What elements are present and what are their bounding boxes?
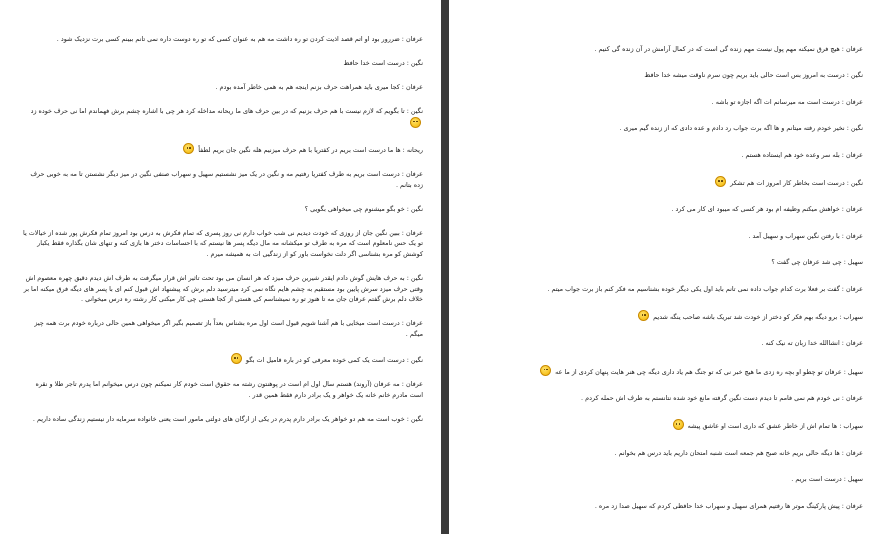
- paragraph: عرفان : انشاالله خدا زبان ته نیک کنه .: [761, 339, 863, 348]
- paragraph: نگین : به حرف هایش گوش دادم ایقدر شیرین حرف میزد که هر انسان می بود تحت تاثیر اش قرار میگرفت به طرف اش دیدم دقیق چهره معصوم اش وقتی حرف میزد سرش پایین بود مستقیم به چشم هایم نگاه نمی کرد میترسید دلم برش که پیشنهاد اش قبول کنم ای با پسر های دیگه فرق میکنه اما بر خلاف دلم برش گفتم عرفان جان مه تا هنوز تو ره نمیشناسم کی هستی از کجا هستی چی کار میکنی کار رشته ره درس میخوانی .: [23, 274, 423, 304]
- paragraph: عرفان : نی خودم هم نمی فامم تا دیدم دست نگین گرفته مانع خود شده نتانستم به طرف اش حمله کردم .: [581, 394, 863, 403]
- paragraph: عرفان : ببین نگین جان از روزی که خودت دیدیم نی شب خواب دارم نی روز پسری که تمام فکرش به درس بود امروز تمام فکرش پور شده از خیالات یا تو یک حس نامعلوم است که مره به طرف تو میکشانه مه مال دیگه پسر ها نیستم که با احساسات دختر ها بازی کنه و تنهای شان بگذاره فقط یکبار کوشش کو مره بشناسی اگر دلت نخواست باور کو از زندگیی ات به همیشه میرم .: [23, 228, 423, 259]
- paragraph: نگین : درست است خدا حافظ: [343, 59, 423, 68]
- paragraph: عرفان : کجا میری باید همراهت حرف بزنم اینجه هم به همی خاطر آمده بودم .: [215, 83, 423, 92]
- paragraph: سهراب : برو دیگه بهم فکر کو دختر از خودت شد تبریک باشه صاحب ینگه شدیم: [463, 310, 863, 323]
- page-divider: [441, 0, 449, 534]
- paragraph: عرفان : مه عرفان (آروند) هستم سال اول ام است در پوهنتون رشته مه حقوق است خودم کار نمیکنم چون درس میخوانم اما پدرم تاجر طلا و نقره است مادرم خانم خانه یک خواهر و یک برادر دارم فقط همین قدر .: [35, 380, 423, 399]
- paragraph: نگین : خوب است مه هم دو خواهر یک برادر دارم پدرم در یکی از ارگان های دولتی مامور است یعنی خانواده سرمایه دار نیستیم زندگی ساده داریم .: [32, 414, 423, 423]
- smiling-face-icon: [715, 176, 726, 187]
- smiling-face-icon: [231, 353, 242, 364]
- paragraph: نگین : نخیر خودم رفته میتانم و ها اگه برت جواب رد دادم و عده دادی که از زنده گیم میری .: [619, 124, 863, 133]
- paragraph: ریحانه : ها ما درست است بریم در کفتریا با هم حرف میزنیم هله نگین جان بریم لطفاً: [22, 143, 423, 156]
- paragraph: عرفان : گفت بر فعلا برت کدام جواب داده نمی تانم باید اول یکی دیگر خوده بشناسیم مه فکر کنم باز برت جواب میتم .: [547, 284, 863, 293]
- paragraph: نگین : درست است یک کمی خوده معرفی کو در باره فامیل ات بگو: [22, 353, 423, 366]
- paragraph: عرفان : درست است بریم به طرف کفتریا رفتیم مه و نگین در یک میز نشستیم سهیل و سهراب صنفی نگین در میز دیگر نشستن تا مه به خوبی حرف زده بتانم .: [30, 170, 423, 189]
- paragraph: عرفان : بله سر وعده خود هم ایستاده هستم .: [741, 150, 863, 159]
- paragraph: سهیل : چی شد عرفان چی گفت ؟: [771, 258, 863, 267]
- paragraph: عرفان : خواهش میکنم وظیفه ام بود هر کسی که میبود ای کار می کرد .: [671, 205, 863, 214]
- paragraph: نگین : درست است بخاطر کار امروز ات هم تشکر: [463, 176, 863, 189]
- paragraph: عرفان : پیش پارکینگ موتر ها رفتیم همرای سهیل و سهراب خدا حافظی کردم که سهیل صدا زد مره .: [594, 501, 863, 510]
- grinning-face-icon: [540, 365, 551, 376]
- paragraph: نگین : درست به امروز بس است حالی باید بریم چون سرم ناوقت میشه خدا حافظ: [644, 71, 863, 80]
- paragraph: سهیل : درست است بریم .: [791, 475, 863, 484]
- paragraph: نگین : تا بگویم که لازم نیست با هم حرف بزنیم که در بین حرف های ما ریحانه مداخله کرد هر چی با اشاره چشم برش فهماندم اما نی حرف خوده زد: [22, 106, 423, 129]
- paragraph: عرفان : با رفتن نگین سهراب و سهیل آمد .: [748, 231, 863, 240]
- paragraph: سهراب : ها تمام اش از خاطر عشق که داری است او عاشق پیشه: [463, 419, 863, 432]
- neutral-face-icon: [410, 117, 421, 128]
- winking-face-icon: [638, 310, 649, 321]
- laughing-face-icon: [673, 419, 684, 430]
- paragraph: عرفان : ضررور بود او اتم قصد اذیت کردن تو ره داشت مه هم به عنوان کسی که تو ره دوست داره نمی تانم ببینم کسی برت نزدیک شود .: [56, 35, 423, 43]
- paragraph: عرفان : ها دیگه حالی بریم خانه صبح هم جمعه است شنبه امتحان داریم باید درس هم بخوانم .: [614, 448, 863, 457]
- paragraph: نگین : خو بگو میشنوم چی میخواهی بگویی ؟: [304, 204, 423, 213]
- paragraph: سهیل : عرفان تو چطو او بچه ره زدی ما هیچ خبر نی که تو جنگ هم یاد داری دیگه چی هنر هایت پنهان کردی از ما عه: [463, 365, 863, 378]
- right-page: [449, 0, 877, 534]
- paragraph: عرفان : هیچ فرق نمیکنه مهم پول نیست مهم زنده گی است که در کمال آرامش در آن زنده گی کنیم .: [594, 45, 863, 53]
- paragraph: عرفان : درست است مه میرسانم ات اگه اجازه تو باشه .: [711, 97, 863, 106]
- smiling-face-icon: [183, 143, 194, 154]
- paragraph: عرفان : درست است میخایی با هم آشنا شویم قبول است اول مره بشناس بعداً باز تصمیم بگیر اگر میخواهی همین حالی درباره خودم برت همه چیز میگم .: [34, 319, 423, 338]
